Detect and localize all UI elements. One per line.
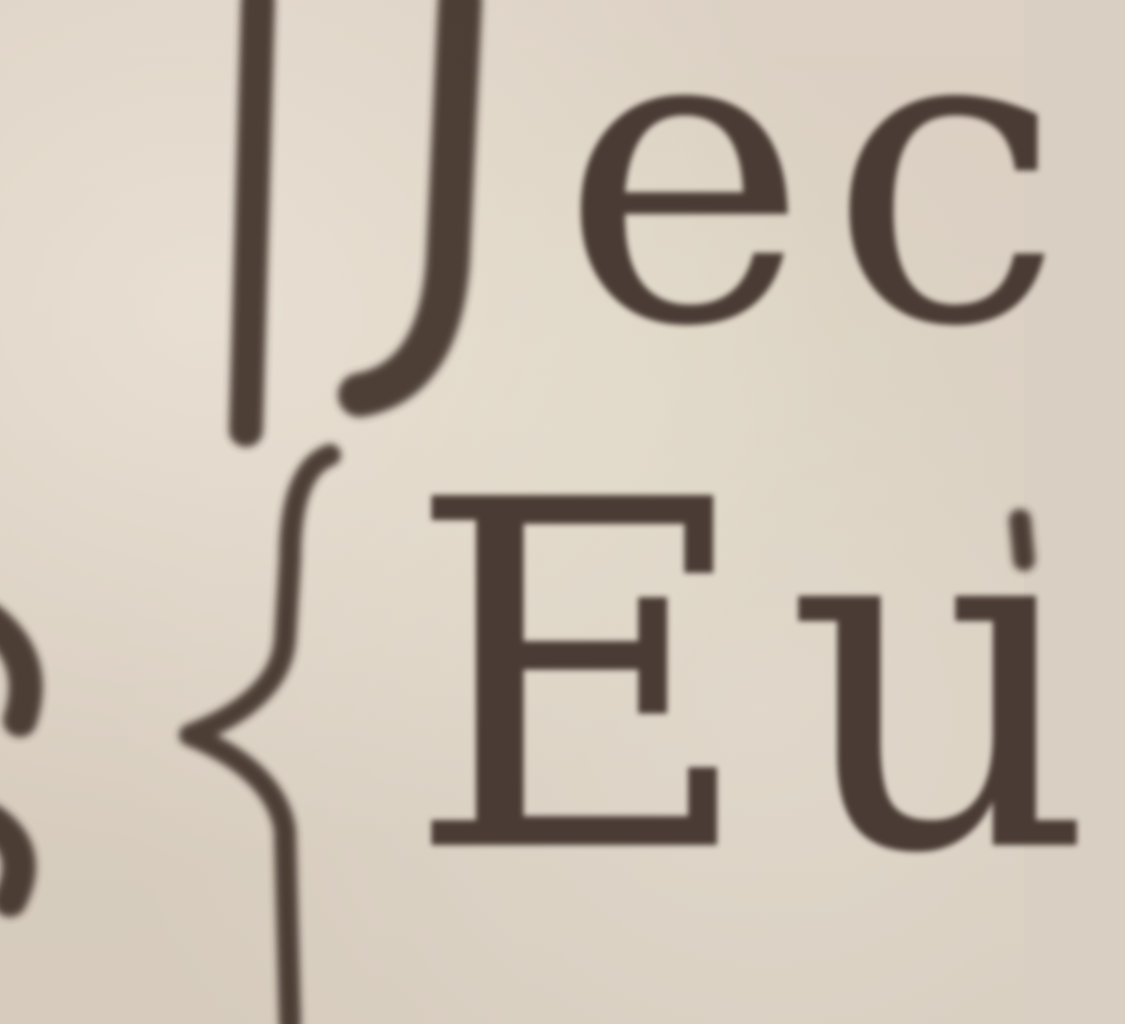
text-fragment-bottom: Eu [405, 400, 1125, 959]
vertical-rule-icon [246, 0, 258, 430]
text-fragment-top: ec [560, 0, 1084, 419]
partial-letter-icon [0, 620, 26, 900]
curly-brace-icon [190, 455, 330, 1024]
letter-stem-icon [360, 0, 460, 395]
